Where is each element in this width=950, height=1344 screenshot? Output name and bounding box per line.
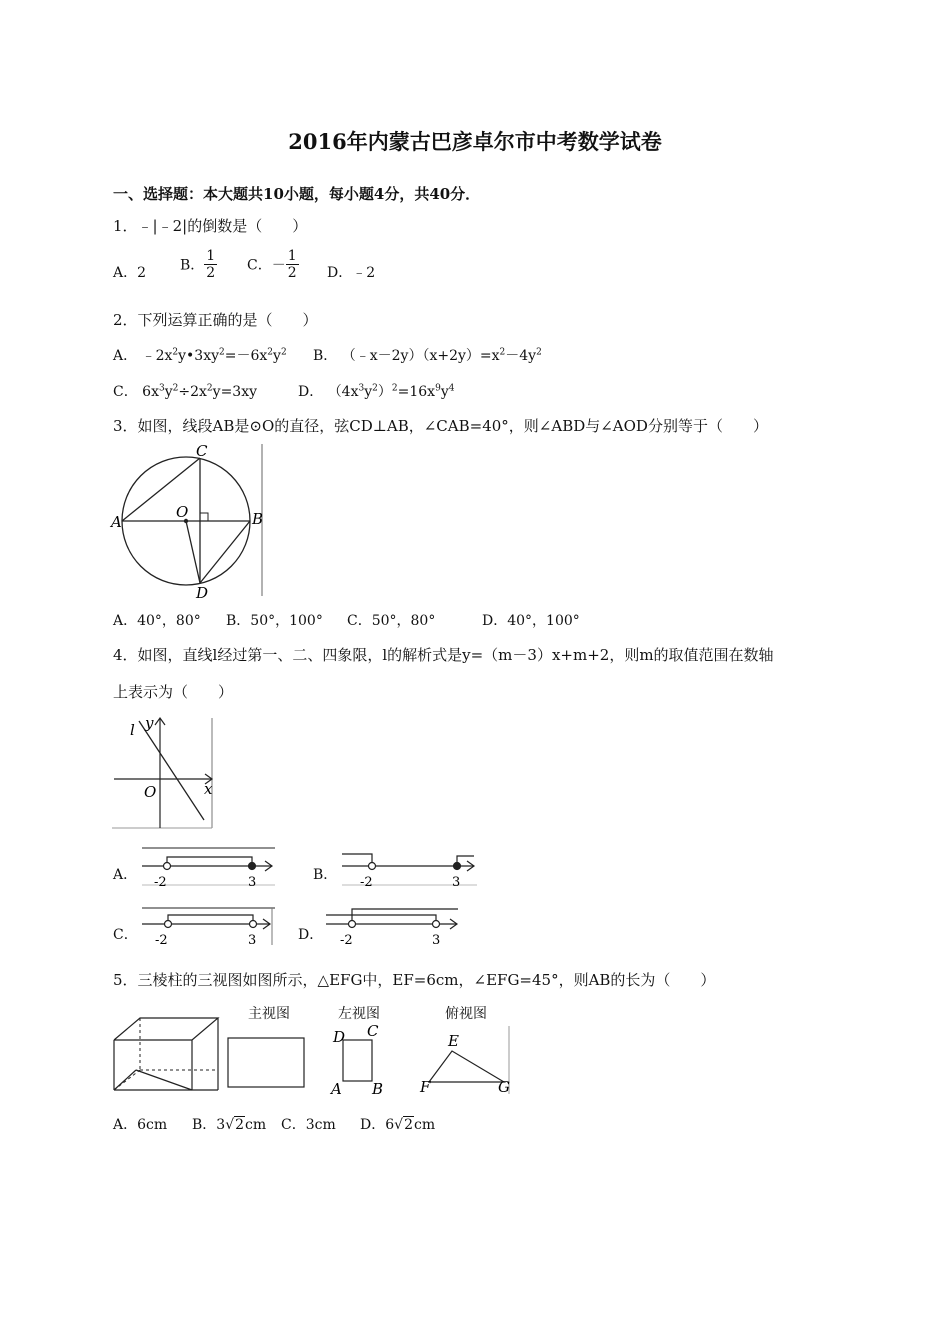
q5-prism-top <box>114 1018 218 1040</box>
q3-segment-od <box>186 521 200 583</box>
q2-a-s1: 2 <box>172 347 179 358</box>
q4-d-right-ray <box>352 909 458 924</box>
q1-c-num: 1 <box>287 248 297 264</box>
q2-option-c[interactable] <box>113 381 257 401</box>
q2-option-a[interactable] <box>113 345 287 365</box>
q1-b-num: 1 <box>206 248 216 264</box>
q5-triangle-efg <box>429 1051 504 1082</box>
q5-prism-figure <box>112 1014 220 1094</box>
q1-b-fraction <box>204 248 217 281</box>
q2-a-p4: y <box>273 348 281 364</box>
q4-b-filled-dot <box>454 863 461 870</box>
q2-c-s3: 2 <box>206 383 213 394</box>
q2-a-label: A． <box>113 348 138 364</box>
q4-c-tick-left: -2 <box>155 933 168 948</box>
q5-label-g: G <box>498 1078 510 1096</box>
q2-a-p2: y•3xy <box>178 348 220 364</box>
q1-b-label: B． <box>180 257 205 274</box>
q5-b-post: cm <box>245 1117 267 1133</box>
q5-stem: 5．三棱柱的三视图如图所示，△EFG中，EF=6cm，∠EFG=45°，则AB的长为（ ） <box>113 971 716 989</box>
q2-b-s1: 2 <box>499 347 506 358</box>
q3-option-b[interactable]: B．50°，100° <box>226 613 323 629</box>
q2-c-p4: y=3xy <box>212 384 258 400</box>
q4-c-open-dot-left <box>165 921 172 928</box>
q4-label-o: O <box>144 783 157 801</box>
q4-label-y: y <box>145 714 154 732</box>
q2-option-b[interactable] <box>313 345 542 365</box>
q5-label-e: E <box>448 1032 459 1050</box>
q4-option-b-label[interactable]: B． <box>313 867 338 883</box>
q4-b-tick-right: 3 <box>452 875 461 890</box>
q4-stem-line2: 上表示为（ ） <box>113 683 234 701</box>
q2-d-p5: y <box>440 384 449 400</box>
q1-option-a[interactable]: A．2 <box>113 265 147 281</box>
q5-front-view <box>226 1036 308 1090</box>
q4-option-d-label[interactable]: D． <box>298 927 324 943</box>
q5-label-b: B <box>372 1080 384 1098</box>
q4-a-bracket <box>167 857 252 866</box>
q4-a-tick-left: -2 <box>154 875 167 890</box>
q4-option-c-numberline[interactable] <box>140 904 278 948</box>
q5-prism-face-line <box>114 1070 136 1090</box>
section-heading: 一、选择题：本大题共10小题，每小题4分，共40分． <box>113 185 481 203</box>
q4-a-filled-dot <box>249 863 256 870</box>
q4-d-open-dot-right <box>433 921 440 928</box>
q4-b-open-dot <box>369 863 376 870</box>
q3-stem: 3．如图，线段AB是⊙O的直径，弦CD⊥AB，∠CAB=40°，则∠ABD与∠AOD分别等于（ ） <box>113 417 768 435</box>
q3-label-a: A <box>111 513 122 531</box>
q1-c-fraction <box>286 248 299 281</box>
q3-right-angle-mark <box>200 513 208 521</box>
q5-label-d: D <box>333 1028 346 1046</box>
q2-c-label: C． <box>113 384 138 400</box>
q3-option-a[interactable]: A．40°，80° <box>113 613 201 629</box>
q5-option-c[interactable]: C．3cm <box>281 1117 336 1133</box>
q5-left-rect <box>343 1040 372 1081</box>
q5-option-b[interactable] <box>192 1114 266 1134</box>
q4-option-d-numberline[interactable] <box>324 904 462 948</box>
q3-label-o: O <box>176 503 189 521</box>
q2-a-s2: 2 <box>219 347 225 358</box>
q2-d-p3: ） <box>377 384 392 400</box>
q2-b-label: B． <box>313 348 338 364</box>
q5-front-rect <box>228 1038 304 1087</box>
q4-line-l <box>139 721 204 820</box>
q3-option-c[interactable]: C．50°，80° <box>347 613 436 629</box>
page-title: 2016年内蒙古巴彦卓尔市中考数学试卷 <box>288 129 662 154</box>
q4-a-open-dot <box>164 863 171 870</box>
q2-b-p1: （﹣x－2y）（x+2y）=x <box>341 348 500 364</box>
q1-c-sign: － <box>271 257 286 274</box>
q5-top-view <box>414 1024 516 1096</box>
q5-front-view-title: 主视图 <box>248 1006 290 1022</box>
q1-option-d[interactable]: D．﹣2 <box>327 265 376 281</box>
q1-option-c[interactable] <box>247 248 299 281</box>
q2-a-s3: 2 <box>267 347 274 358</box>
q2-d-label: D． <box>298 384 324 400</box>
q5-label-a: A <box>331 1080 342 1098</box>
q4-d-tick-left: -2 <box>340 933 353 948</box>
q4-d-left-ray <box>326 915 436 924</box>
q5-d-pre: D．6 <box>360 1117 395 1133</box>
q5-top-view-title: 俯视图 <box>445 1006 487 1022</box>
q2-d-p4: =16x <box>397 384 436 400</box>
q2-a-p3: =－6x <box>224 348 268 364</box>
q3-circle-figure <box>110 442 270 602</box>
q2-d-p2: y <box>364 384 373 400</box>
q4-d-open-dot-left <box>349 921 356 928</box>
q4-c-tick-right: 3 <box>248 933 257 948</box>
q4-label-l: l <box>130 721 135 739</box>
q1-option-b[interactable] <box>180 248 217 281</box>
q1-b-den: 2 <box>206 265 216 281</box>
q4-a-tick-right: 3 <box>248 875 257 890</box>
q4-c-open-dot-right <box>250 921 257 928</box>
q2-option-d[interactable] <box>298 381 454 401</box>
q4-b-left-bracket <box>342 854 372 866</box>
q4-d-tick-right: 3 <box>432 933 441 948</box>
q4-option-b-numberline[interactable] <box>340 844 480 888</box>
q4-stem-line1: 4．如图，直线l经过第一、二、四象限，l的解析式是y=（m－3）x+m+2，则m的取值范围在数轴 <box>113 646 774 664</box>
q2-c-s2: 2 <box>172 383 179 394</box>
q4-label-x: x <box>204 780 213 798</box>
q5-d-radicand: 2 <box>404 1117 413 1133</box>
q2-c-s1: 3 <box>158 383 165 394</box>
q5-b-radicand: 2 <box>235 1117 245 1133</box>
q5-prism-face-diag <box>136 1070 192 1090</box>
q2-d-p1: （4x <box>327 384 359 400</box>
q1-c-label: C． <box>247 257 272 274</box>
q5-d-post: cm <box>413 1117 436 1133</box>
q4-option-c-label[interactable]: C． <box>113 927 138 943</box>
q2-b-p2: －4y <box>505 348 537 364</box>
q5-label-f: F <box>420 1078 431 1096</box>
q2-d-s5: 4 <box>448 383 455 394</box>
q2-d-s3: 2 <box>391 383 398 394</box>
q3-label-c: C <box>196 442 208 460</box>
q5-option-a[interactable]: A．6cm <box>113 1117 168 1133</box>
q2-stem: 2．下列运算正确的是（ ） <box>113 311 318 329</box>
q3-label-b: B <box>252 510 264 528</box>
q2-d-s2: 2 <box>372 383 378 394</box>
q5-d-root-sign: √ <box>394 1117 404 1133</box>
q5-b-pre: B．3 <box>192 1117 226 1133</box>
q2-b-s2: 2 <box>536 347 542 358</box>
q4-line-graph <box>112 716 216 832</box>
q2-d-s4: 9 <box>435 383 441 394</box>
q3-option-d[interactable]: D．40°，100° <box>482 613 580 629</box>
q2-c-p1: 6x <box>142 384 159 400</box>
q2-c-p3: ÷2x <box>178 384 207 400</box>
q4-c-bracket <box>168 915 253 924</box>
q1-c-den: 2 <box>287 265 297 281</box>
q1-stem: 1．﹣|﹣2|的倒数是（ ） <box>113 217 308 235</box>
q5-option-d[interactable] <box>360 1114 435 1134</box>
q5-label-c: C <box>367 1022 379 1040</box>
q2-c-p2: y <box>164 384 173 400</box>
q2-d-s1: 3 <box>358 383 365 394</box>
q4-option-a-numberline[interactable] <box>140 844 278 888</box>
q3-label-d: D <box>196 584 209 602</box>
q5-left-view <box>328 1020 388 1098</box>
q5-left-view-title: 左视图 <box>338 1006 380 1022</box>
q5-b-root-sign: √ <box>225 1117 235 1133</box>
q2-a-s4: 2 <box>280 347 287 358</box>
q4-b-tick-left: -2 <box>360 875 373 890</box>
q4-option-a-label[interactable]: A． <box>113 867 138 883</box>
q2-a-p1: ﹣2x <box>141 348 173 364</box>
